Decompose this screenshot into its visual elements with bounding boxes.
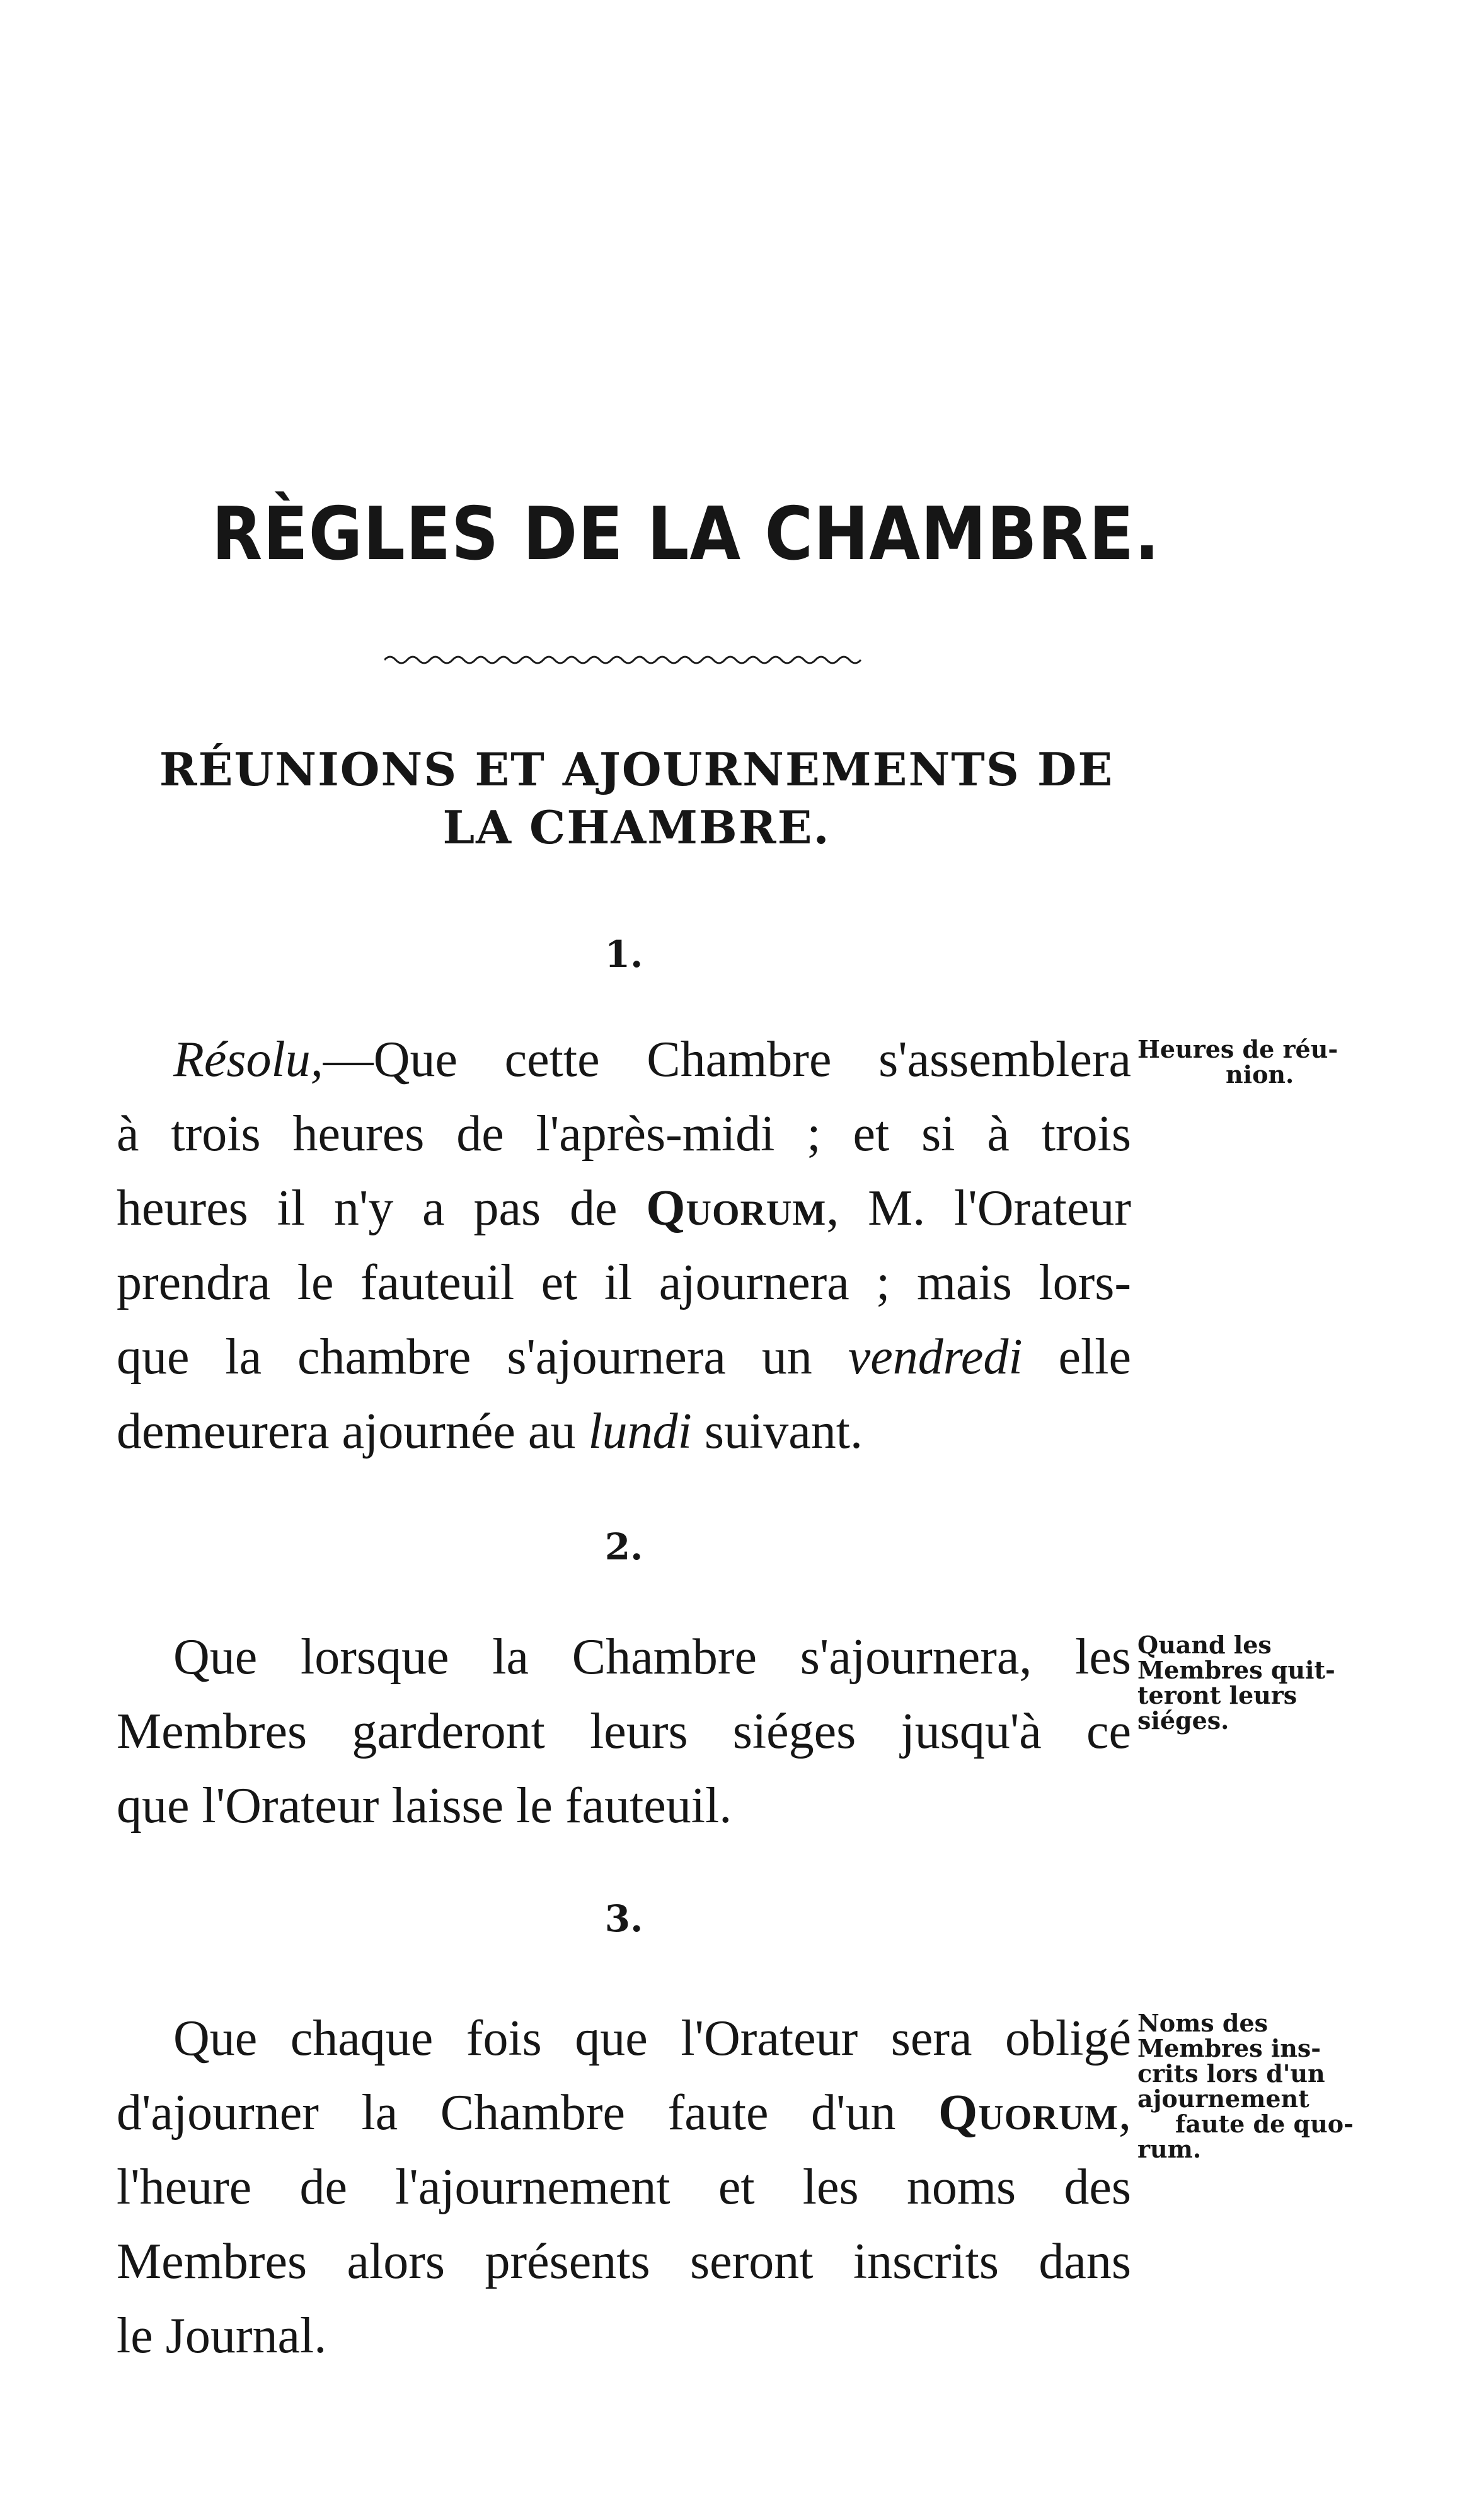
rule-1-line-2: à trois heures de l'après-midi ; et si à trois [117, 1106, 1131, 1162]
rule-3-line-3: l'heure de l'ajournement et les noms des [117, 2159, 1131, 2215]
rule-3-line-4: Membres alors présents seront inscrits dans [117, 2234, 1131, 2289]
rule-1-vendredi: vendredi [848, 1329, 1023, 1385]
rule-number-3: 3. [604, 1897, 643, 1940]
rule-3-line-1: Que chaque fois que l'Orateur sera obligé [173, 2011, 1131, 2066]
rule-1-quorum: Quorum [646, 1181, 827, 1236]
margin-note-1: Heures de réu- nion. [1137, 1035, 1338, 1089]
rule-2-line-1: Que lorsque la Chambre s'ajournera, les [173, 1629, 1131, 1685]
rule-1-line-4: prendra le fauteuil et il ajournera ; mais lors- [117, 1255, 1131, 1310]
rule-1-line-5: que la chambre s'ajournera un vendredi elle [117, 1329, 1131, 1385]
rule-3-text [117, 2001, 1131, 2373]
margin-note-3: Noms des Membres ins- crits lors d'un ajournement faute de quo- rum. [1137, 2009, 1354, 2163]
section-heading [113, 741, 1160, 857]
rule-2-text [117, 1620, 1131, 1843]
rule-3-line-2: d'ajourner la Chambre faute d'un Quorum, [117, 2085, 1131, 2141]
rule-number-1: 1. [604, 933, 643, 976]
page-title: RÈGLES DE LA CHAMBRE. [212, 492, 1160, 577]
rule-1-text [117, 1022, 1131, 1469]
rule-number-2: 2. [604, 1525, 643, 1568]
rule-1-resolu: Résolu, [173, 1032, 323, 1087]
rule-3-line-5: le Journal. [117, 2308, 327, 2364]
rule-3-quorum: Quorum [938, 2085, 1119, 2141]
rule-1-line-6: demeurera ajournée au lundi suivant. [117, 1404, 863, 1459]
rule-1-lundi: lundi [588, 1404, 692, 1459]
decorative-wavy-rule [384, 652, 863, 668]
section-heading-line-1: RÉUNIONS ET AJOURNEMENTS DE [159, 743, 1114, 796]
rule-2-line-3: que l'Orateur laisse le fauteuil. [117, 1778, 732, 1834]
rule-2-line-2: Membres garderont leurs siéges jusqu'à ce [117, 1704, 1131, 1759]
margin-note-2: Quand les Membres quit- teront leurs siéges. [1137, 1631, 1335, 1735]
section-heading-line-2: LA CHAMBRE. [442, 801, 831, 854]
rule-1-line-3: heures il n'y a pas de Quorum, M. l'Orateur [117, 1181, 1131, 1236]
rule-1-line-1: Résolu,—Que cette Chambre s'assemblera [173, 1032, 1131, 1087]
